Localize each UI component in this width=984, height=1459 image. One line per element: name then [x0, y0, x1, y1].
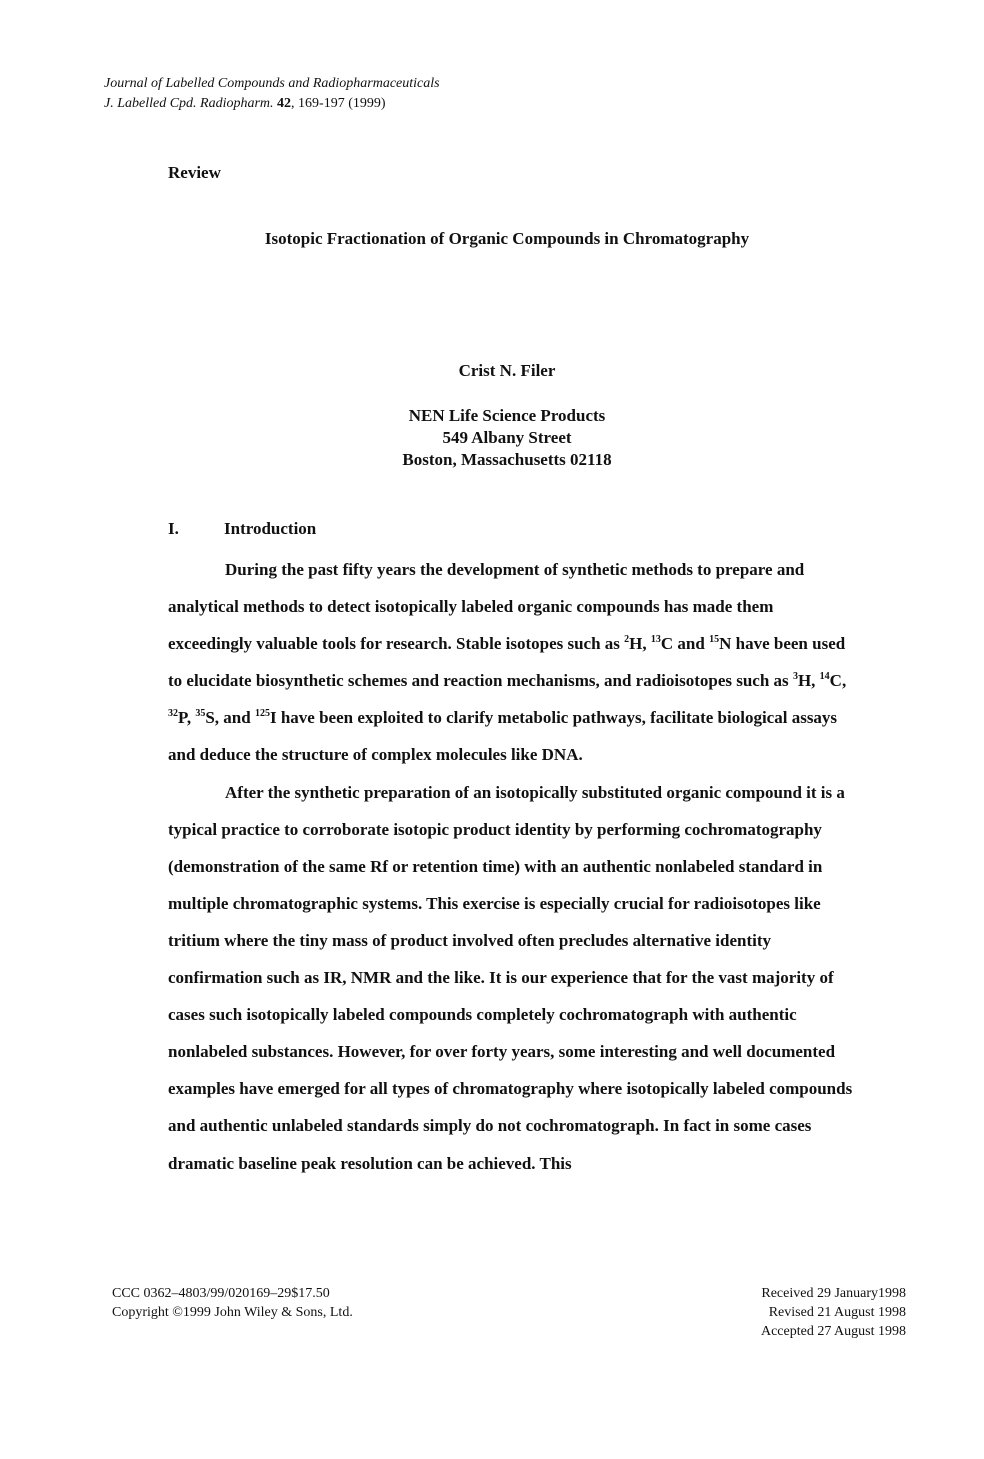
journal-name: Journal of Labelled Compounds and Radiopharmaceuticals [104, 76, 440, 91]
article-title: Isotopic Fractionation of Organic Compounds in Chromatography [264, 229, 750, 248]
footer-left [112, 1284, 353, 1322]
affiliation-line: Boston, Massachusetts 02118 [402, 450, 612, 469]
citation-abbrev: J. Labelled Cpd. Radiopharm. [104, 96, 274, 111]
journal-header [104, 74, 440, 114]
article-type: Review [168, 163, 221, 182]
ccc-code: CCC 0362–4803/99/020169–29$17.50 [112, 1286, 330, 1301]
section-heading [168, 519, 316, 539]
citation-volume: 42 [277, 96, 292, 111]
author-name: Crist N. Filer [458, 361, 556, 380]
paragraph: During the past fifty years the development of synthetic methods to prepare and analytical methods to detect isotopically labeled organic compounds has made them exceedingly valuable tools for research. Stable isotopes such as $^2$H, $^{13}$C and $^{15}$N have been used to elucidate biosynthetic schemes and reaction mechanisms, and radioisotopes such as $^3$H, $^{14}$C, $^{32}$P, $^{35}$S, and $^{125}$I have been exploited to clarify metabolic pathways, facilitate biological assays and deduce the structure of complex molecules like DNA. [168, 560, 847, 765]
affiliation-line: 549 Albany Street [442, 428, 572, 447]
footer-dates [761, 1284, 906, 1341]
affiliation-line: NEN Life Science Products [408, 406, 606, 425]
journal-citation [104, 94, 440, 114]
revised-date: Revised 21 August 1998 [768, 1305, 906, 1320]
accepted-date: Accepted 27 August 1998 [760, 1324, 906, 1339]
citation-pages: , 169-197 (1999) [291, 96, 386, 111]
paragraph: After the synthetic preparation of an isotopically substituted organic compound it is a typical practice to corroborate isotopic product identity by performing cochromatography (demonstration of the same Rf or retention time) with an authentic nonlabeled standard in multiple chromatographic systems. This exercise is especially crucial for radioisotopes like tritium where the tiny mass of product involved often precludes alternative identity confirmation such as IR, NMR and the like. It is our experience that for the vast majority of cases such isotopically labeled compounds completely cochromatograph with authentic nonlabeled substances. However, for over forty years, some interesting and well documented examples have emerged for all types of chromatography where isotopically labeled compounds and authentic unlabeled standards simply do not cochromatograph. In fact in some cases dramatic baseline peak resolution can be achieved. This [168, 782, 853, 1173]
section-number: I. [168, 519, 179, 538]
affiliation [0, 405, 984, 471]
section-title: Introduction [224, 519, 317, 538]
received-date: Received 29 January1998 [761, 1286, 906, 1301]
body-text [168, 551, 858, 1182]
copyright: Copyright ©1999 John Wiley & Sons, Ltd. [112, 1305, 353, 1320]
